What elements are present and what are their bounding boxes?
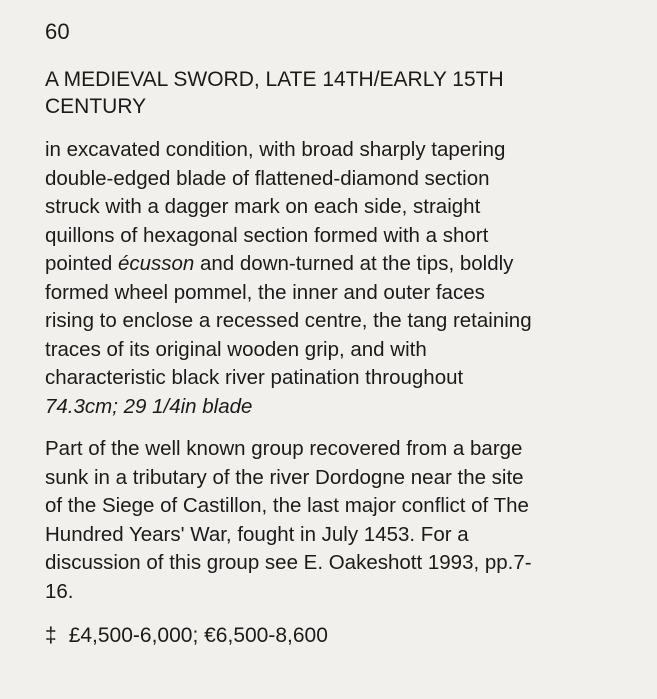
- description-text: pointed: [45, 252, 118, 275]
- provenance-line: discussion of this group see E. Oakeshott 1993, pp.7-: [45, 551, 532, 574]
- description-line: rising to enclose a recessed centre, the tang retaining: [45, 309, 532, 332]
- description-text: and down-turned at the tips, boldly: [194, 252, 514, 275]
- ecusson-term: écusson: [117, 252, 195, 275]
- description-line: double-edged blade of flattened-diamond section: [45, 166, 490, 190]
- provenance-line: Part of the well known group recovered from a barge: [45, 437, 523, 460]
- lot-description: [45, 136, 637, 421]
- vat-symbol: ‡: [45, 624, 57, 647]
- description-line: struck with a dagger mark on each side, straight: [45, 195, 481, 218]
- provenance-note: [45, 435, 637, 606]
- provenance-line: 16.: [45, 579, 74, 603]
- description-line: in excavated condition, with broad sharply tapering: [45, 138, 506, 161]
- description-line: traces of its original wooden grip, and with: [45, 337, 427, 361]
- estimate-price: £4,500-6,000; €6,500-8,600: [68, 624, 328, 647]
- description-line: quillons of hexagonal section formed with a short: [45, 223, 489, 247]
- provenance-line: sunk in a tributary of the river Dordogne near the site: [45, 465, 524, 489]
- description-line: formed wheel pommel, the inner and outer faces: [45, 280, 485, 304]
- lot-number: 60: [45, 19, 70, 44]
- provenance-line: Hundred Years' War, fought in July 1453. For a: [45, 522, 469, 546]
- estimate: [45, 622, 637, 650]
- provenance-line: of the Siege of Castillon, the last major conflict of The: [45, 494, 529, 517]
- lot-title: [45, 66, 637, 120]
- description-line: [45, 250, 637, 279]
- description-line: characteristic black river patination throughout: [45, 366, 464, 389]
- blade-dimensions: 74.3cm; 29 1/4in blade: [45, 394, 253, 418]
- lot-title-line-1: A MEDIEVAL SWORD, LATE 14TH/EARLY 15TH: [45, 68, 504, 91]
- lot-title-line-2: CENTURY: [45, 95, 147, 118]
